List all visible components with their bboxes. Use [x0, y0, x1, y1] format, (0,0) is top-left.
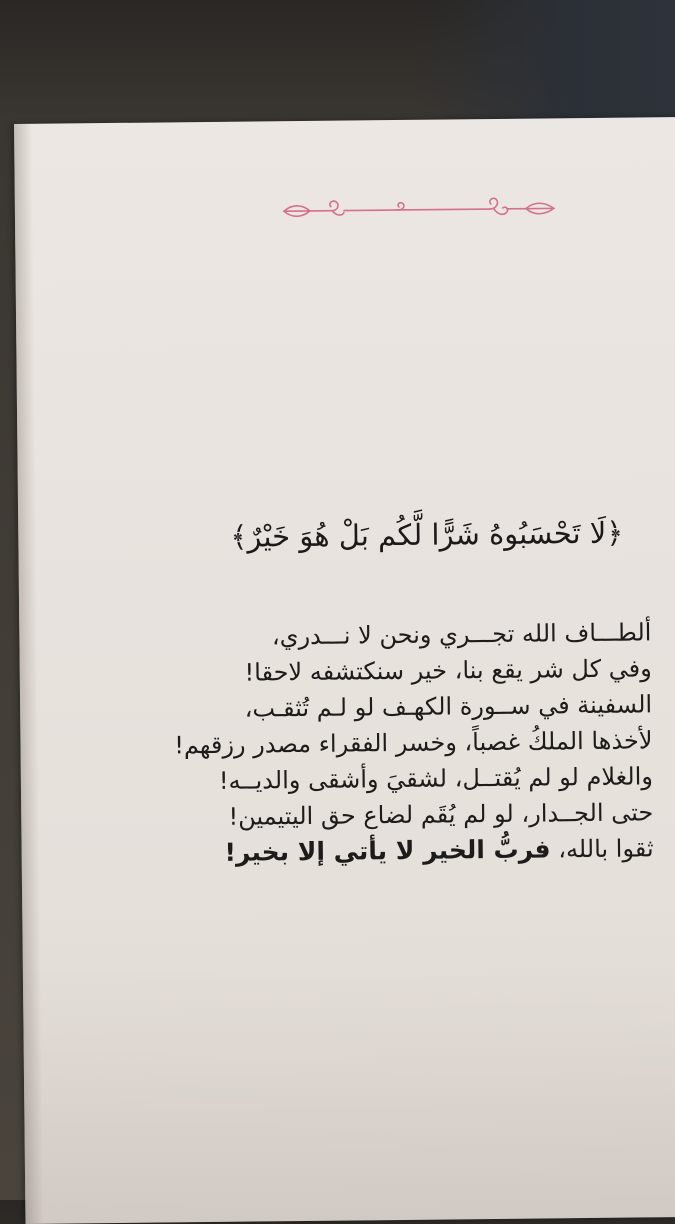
final-line-prefix: ثقوا بالله،: [558, 834, 654, 864]
text-line: ألطـــاف الله تجـــري ونحن لا نـــدري،: [271, 618, 652, 651]
quran-verse: ﴿لَا تَحْسَبُوهُ شَرًّا لَّكُم بَلْ هُوَ خَيْرٌ﴾: [230, 515, 624, 554]
text-line: والغلام لو لم يُقتــل، لشقيَ وأشقى والديــه!: [218, 762, 654, 795]
text-line-final: [83, 830, 653, 872]
floral-divider-icon: [280, 191, 560, 228]
background-shadow: [415, 0, 675, 130]
text-line: لأخذها الملكُ غصباً، وخسر الفقراء مصدر رزقهم!: [174, 726, 653, 760]
text-line: السفينة في ســورة الكهـف لو لـم تُثقـب،: [244, 690, 653, 723]
text-line: وفي كل شر يقع بنا، خير سنكتشفه لاحقا!: [244, 654, 652, 687]
final-line-emphasis: فربُّ الخير لا يأتي إلا بخير!: [224, 834, 551, 867]
page-shadow: [23, 957, 675, 1224]
body-paragraph: [81, 614, 654, 872]
text-line: حتى الجــدار، لو لم يُقَم لضاع حق اليتيمين!: [228, 798, 654, 831]
book-page: [14, 117, 675, 1224]
